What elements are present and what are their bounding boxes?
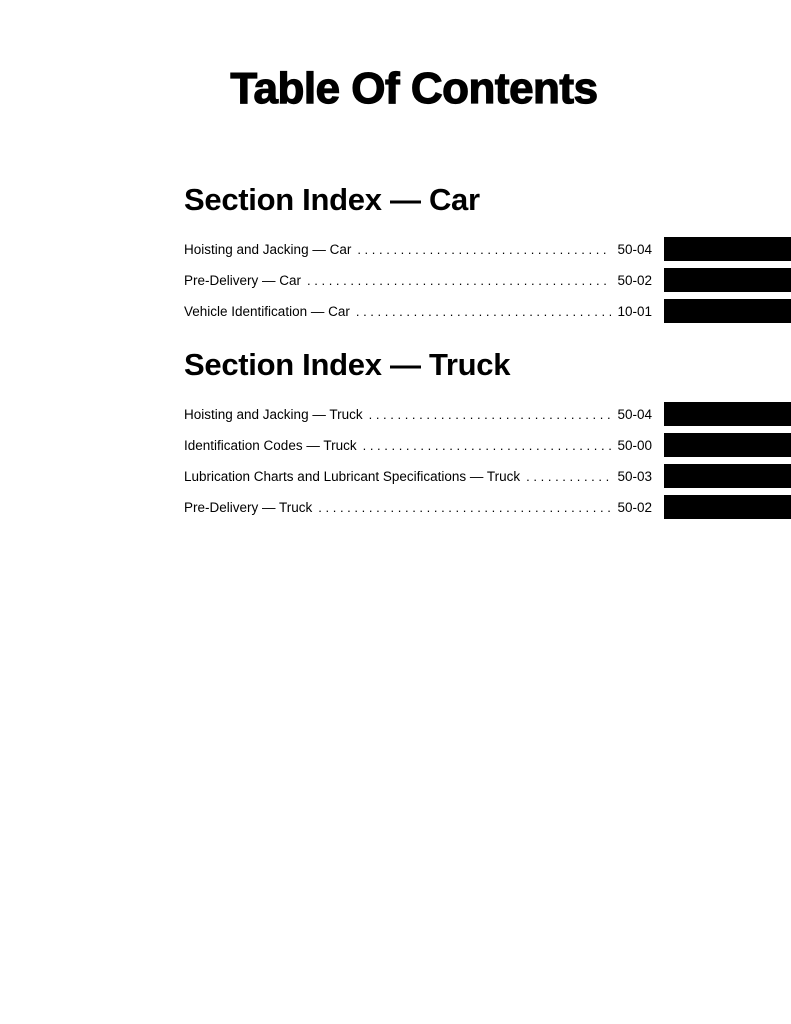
toc-list-truck	[184, 399, 791, 523]
toc-entry-label: Hoisting and Jacking — Car	[184, 242, 352, 257]
toc-entry-page: 50-04	[617, 407, 652, 422]
section-heading-car: Section Index — Car	[184, 182, 480, 217]
section-truck	[184, 345, 791, 523]
toc-entry-label: Pre-Delivery — Truck	[184, 500, 313, 515]
toc-entry-page: 10-01	[617, 304, 652, 319]
dot-leader	[307, 273, 611, 288]
dot-leader	[357, 242, 611, 257]
toc-entry-hoisting-car[interactable]	[184, 234, 791, 265]
toc-entry-page: 50-00	[617, 438, 652, 453]
toc-entry-label: Vehicle Identification — Car	[184, 304, 350, 319]
dot-leader	[526, 469, 611, 484]
section-heading-truck: Section Index — Truck	[184, 347, 511, 382]
thumb-index-tab[interactable]	[664, 299, 791, 323]
page-title: Table Of Contents	[230, 64, 598, 113]
thumb-index-tab[interactable]	[664, 464, 791, 488]
toc-entry-hoisting-truck[interactable]	[184, 399, 791, 430]
toc-list-car	[184, 234, 791, 327]
toc-entry-page: 50-02	[617, 500, 652, 515]
toc-entry-page: 50-04	[617, 242, 652, 257]
toc-entry-predelivery-truck[interactable]	[184, 492, 791, 523]
section-car	[184, 180, 791, 327]
toc-entry-label: Pre-Delivery — Car	[184, 273, 302, 288]
thumb-index-tab[interactable]	[664, 433, 791, 457]
toc-entry-vehicle-id-car[interactable]	[184, 296, 791, 327]
toc-entry-page: 50-03	[617, 469, 652, 484]
toc-entry-predelivery-car[interactable]	[184, 265, 791, 296]
toc-entry-label: Identification Codes — Truck	[184, 438, 357, 453]
dot-leader	[318, 500, 611, 515]
toc-entry-label: Hoisting and Jacking — Truck	[184, 407, 363, 422]
toc-entry-lubrication-truck[interactable]	[184, 461, 791, 492]
dot-leader	[363, 438, 612, 453]
toc-entry-label: Lubrication Charts and Lubricant Specifications — Truck	[184, 469, 521, 484]
thumb-index-tab[interactable]	[664, 495, 791, 519]
dot-leader	[369, 407, 612, 422]
thumb-index-tab[interactable]	[664, 237, 791, 261]
toc-entry-page: 50-02	[617, 273, 652, 288]
dot-leader	[356, 304, 612, 319]
thumb-index-tab[interactable]	[664, 268, 791, 292]
thumb-index-tab[interactable]	[664, 402, 791, 426]
toc-entry-id-codes-truck[interactable]	[184, 430, 791, 461]
